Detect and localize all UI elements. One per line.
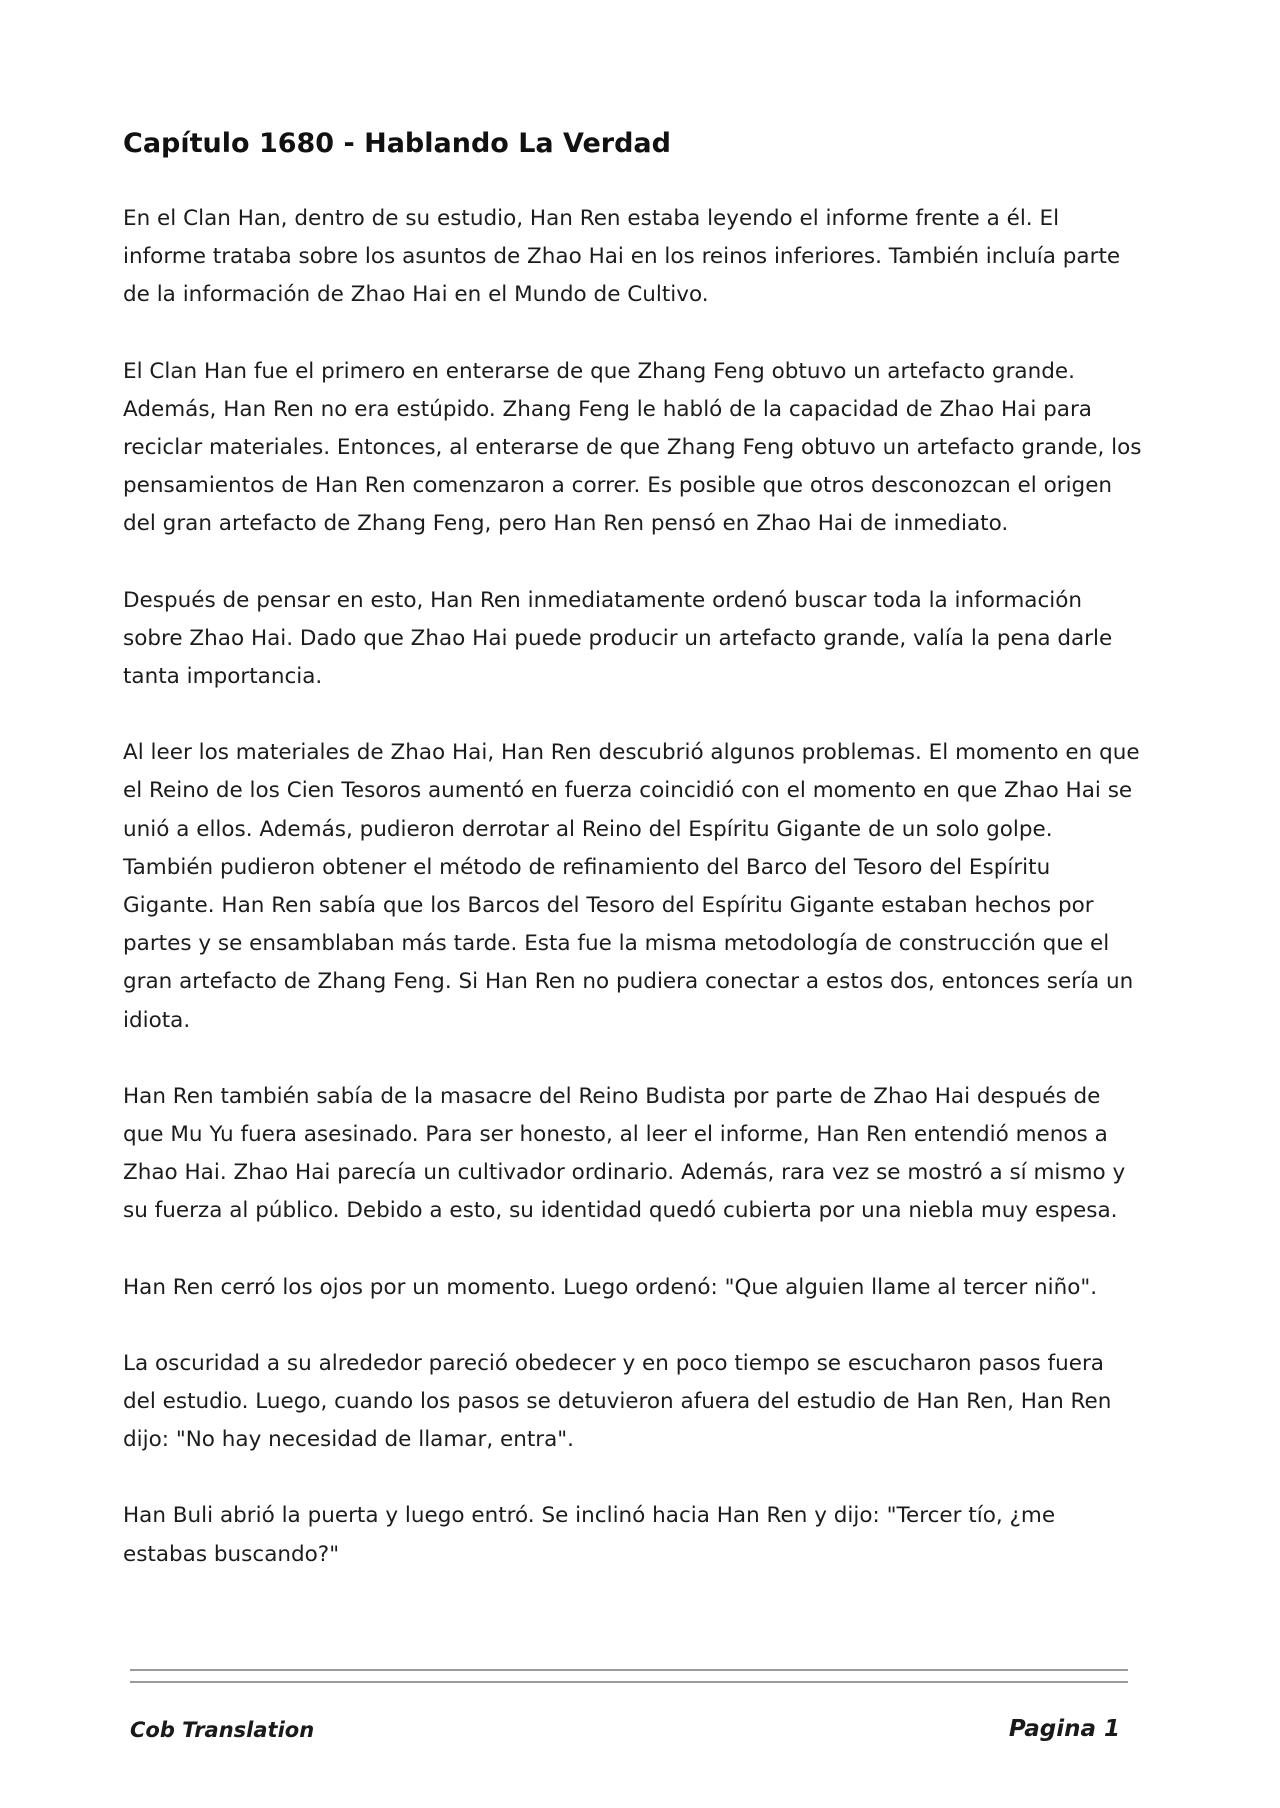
paragraph-6: Han Ren cerró los ojos por un momento. Luego ordenó: "Que alguien llame al tercer niño".: [123, 1274, 1098, 1300]
document-body: [123, 124, 1143, 1612]
paragraph-3: Después de pensar en esto, Han Ren inmediatamente ordenó buscar toda la información sobre Zhao Hai. Dado que Zhao Hai puede producir un artefacto grande, valía la pena darle tanta importancia.: [123, 587, 1113, 690]
footer-divider-top: [130, 1669, 1128, 1671]
paragraph-5: Han Ren también sabía de la masacre del Reino Budista por parte de Zhao Hai después de que Mu Yu fuera asesinado. Para ser honesto, al leer el informe, Han Ren entendió menos a Zhao Hai. Zhao Hai parecía un cultivador ordinario. Además, rara vez se mostró a sí mismo y su fuerza al público. Debido a esto, su identidad quedó cubierta por una niebla muy espesa.: [123, 1083, 1126, 1224]
paragraph-2: El Clan Han fue el primero en enterarse de que Zhang Feng obtuvo un artefacto grande. Además, Han Ren no era estúpido. Zhang Feng le habló de la capacidad de Zhao Hai para reciclar materiales. Entonces, al enterarse de que Zhang Feng obtuvo un artefacto grande, los pensamientos de Han Ren comenzaron a correr. Es posible que otros desconozcan el origen del gran artefacto de Zhang Feng, pero Han Ren pensó en Zhao Hai de inmediato.: [123, 358, 1142, 537]
paragraph-7: La oscuridad a su alrededor pareció obedecer y en poco tiempo se escucharon pasos fuera del estudio. Luego, cuando los pasos se detuvieron afuera del estudio de Han Ren, Han Ren dijo: "No hay necesidad de llamar, entra".: [123, 1350, 1112, 1453]
footer-page-number: Pagina 1: [1008, 1716, 1120, 1742]
footer-divider-bottom: [130, 1681, 1128, 1683]
paragraph-1: En el Clan Han, dentro de su estudio, Han Ren estaba leyendo el informe frente a él. El informe trataba sobre los asuntos de Zhao Hai en los reinos inferiores. También incluía parte de la información de Zhao Hai en el Mundo de Cultivo.: [123, 206, 1121, 308]
paragraph-4: Al leer los materiales de Zhao Hai, Han Ren descubrió algunos problemas. El momento en que el Reino de los Cien Tesoros aumentó en fuerza coincidió con el momento en que Zhao Hai se unió a ellos. Además, pudieron derrotar al Reino del Espíritu Gigante de un solo golpe. También pudieron obtener el método de refinamiento del Barco del Tesoro del Espíritu Gigante. Han Ren sabía que los Barcos del Tesoro del Espíritu Gigante estaban hechos por partes y se ensamblaban más tarde. Esta fue la misma metodología de construcción que el gran artefacto de Zhang Feng. Si Han Ren no pudiera conectar a estos dos, entonces sería un idiota.: [123, 740, 1140, 1033]
chapter-title: Capítulo 1680 - Hablando La Verdad: [123, 128, 671, 159]
footer-translator: Cob Translation: [130, 1718, 315, 1742]
paragraph-8: Han Buli abrió la puerta y luego entró. Se inclinó hacia Han Ren y dijo: "Tercer tío, ¿me estabas buscando?": [123, 1503, 1056, 1567]
